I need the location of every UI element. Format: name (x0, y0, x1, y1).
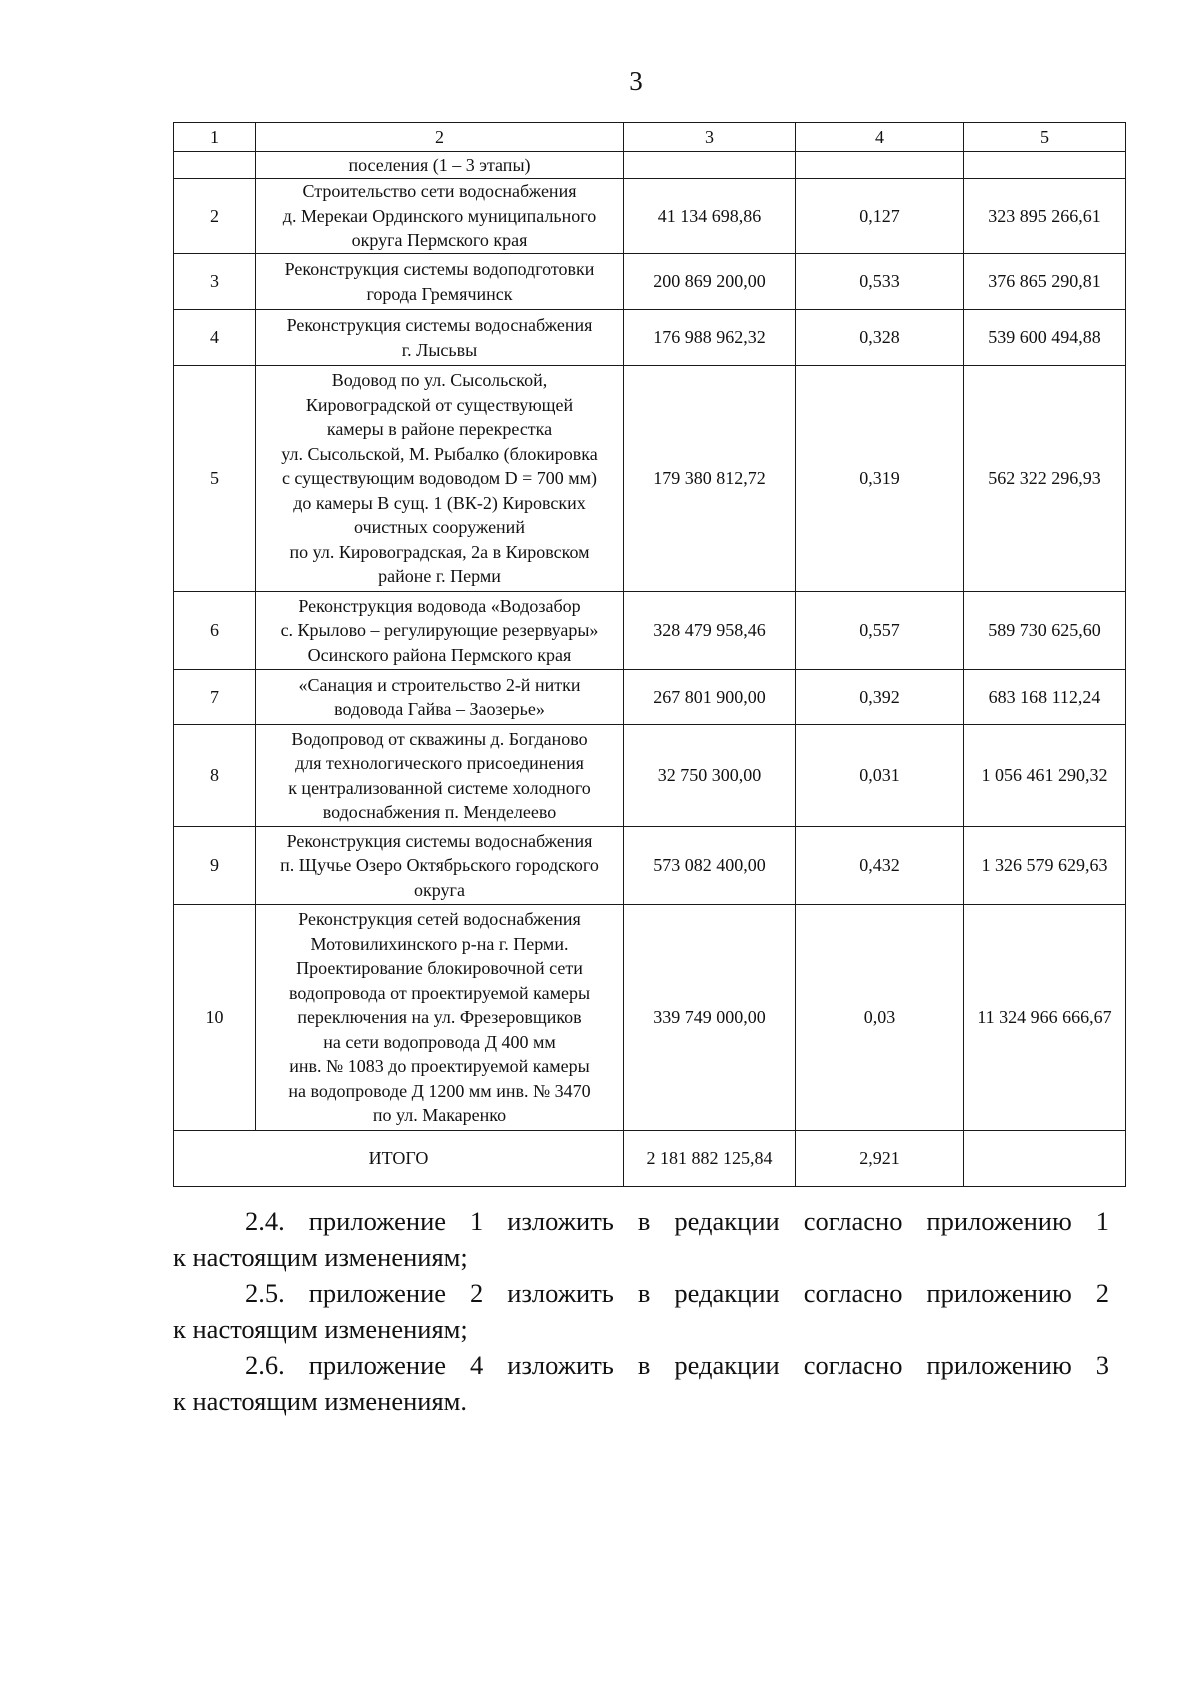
cell-name-line: камеры в районе перекрестка (326, 419, 553, 440)
cell-name-line: Мотовилихинского р-на г. Перми. (310, 933, 569, 954)
cell-cost (624, 152, 796, 179)
cell-value (964, 152, 1126, 179)
cell-num: 5 (174, 366, 256, 592)
cell-name-line: для технологического присоединения (295, 753, 584, 773)
cell-cost: 179 380 812,72 (624, 366, 796, 592)
cell-value: 562 322 296,93 (964, 366, 1126, 592)
table-row (174, 827, 1126, 905)
cell-name-line: п. Щучье Озеро Октябрьского городского (280, 855, 599, 876)
cell-name-line: водовода Гайва – Заозерье» (334, 699, 545, 719)
cell-name-line: до камеры В сущ. 1 (ВК-2) Кировских (293, 492, 586, 513)
table-row (174, 310, 1126, 366)
cell-cost: 41 134 698,86 (624, 179, 796, 254)
cell-ratio: 0,392 (796, 670, 964, 725)
cell-num: 9 (174, 827, 256, 905)
cell-value: 376 865 290,81 (964, 254, 1126, 310)
total-value (964, 1131, 1126, 1187)
cell-name-line: с существующим водоводом D = 700 мм) (281, 468, 598, 489)
cell-name-line: «Санация и строительство 2-й нитки (298, 674, 581, 695)
cell-value: 539 600 494,88 (964, 310, 1126, 366)
paragraph-2-6: 2.6. приложение 4 изложить в редакции согласно приложению 3 (245, 1350, 1109, 1380)
cell-cost: 573 082 400,00 (624, 827, 796, 905)
cell-name-line: города Гремячинск (366, 283, 513, 304)
cell-name-line: Кировоградской от существующей (305, 394, 574, 415)
cell-name-line: по ул. Макаренко (372, 1105, 507, 1126)
cell-cost: 200 869 200,00 (624, 254, 796, 310)
total-ratio: 2,921 (796, 1131, 964, 1187)
total-cost: 2 181 882 125,84 (624, 1131, 796, 1187)
paragraph-2-4-cont: к настоящим изменениям; (173, 1242, 468, 1272)
cell-ratio: 0,031 (796, 725, 964, 827)
table-row (174, 670, 1126, 725)
cell-num: 7 (174, 670, 256, 725)
cell-num: 8 (174, 725, 256, 827)
header-col-1: 1 (174, 123, 256, 152)
cell-ratio: 0,319 (796, 366, 964, 592)
table-header-row (174, 123, 1126, 152)
cell-name-line: районе г. Перми (378, 566, 501, 587)
cell-name-line: к централизованной системе холодного (288, 777, 591, 798)
cell-name-line: на сети водопровода Д 400 мм (323, 1031, 556, 1052)
cell-value: 11 324 966 666,67 (964, 905, 1126, 1131)
cell-cost: 32 750 300,00 (624, 725, 796, 827)
cell-name-line: Реконструкция системы водоснабжения (286, 315, 593, 335)
cell-ratio: 0,432 (796, 827, 964, 905)
cell-name (256, 725, 624, 827)
paragraph-2-5: 2.5. приложение 2 изложить в редакции согласно приложению 2 (245, 1278, 1109, 1308)
cell-name-line: инв. № 1083 до проектируемой камеры (289, 1056, 590, 1077)
table-row (174, 366, 1126, 592)
header-col-5: 5 (964, 123, 1126, 152)
cell-name-line: Реконструкция системы водоподготовки (284, 259, 595, 279)
cell-ratio: 0,557 (796, 592, 964, 670)
cell-value: 323 895 266,61 (964, 179, 1126, 254)
header-col-3: 3 (624, 123, 796, 152)
paragraph-2-4: 2.4. приложение 1 изложить в редакции согласно приложению 1 (245, 1206, 1109, 1236)
cell-name-line: округа Пермского края (351, 230, 528, 251)
cell-name-line: Водовод по ул. Сысольской, (331, 370, 548, 391)
cell-cost: 328 479 958,46 (624, 592, 796, 670)
cell-name-line: Проектирование блокировочной сети (296, 958, 583, 979)
cell-name-line: Реконструкция системы водоснабжения (286, 830, 593, 851)
total-row (174, 1131, 1126, 1187)
cell-name-line: водопровода от проектируемой камеры (288, 982, 591, 1003)
cell-name (256, 592, 624, 670)
cell-cost: 176 988 962,32 (624, 310, 796, 366)
cell-value: 683 168 112,24 (964, 670, 1126, 725)
cell-ratio (796, 152, 964, 179)
cell-name-line: Реконструкция водовода «Водозабор (298, 595, 581, 616)
cell-name-line: на водопроводе Д 1200 мм инв. № 3470 (288, 1080, 591, 1101)
cell-name-line: по ул. Кировоградская, 2а в Кировском (289, 541, 590, 562)
cell-name (256, 366, 624, 592)
cell-name (256, 179, 624, 254)
cell-num: 4 (174, 310, 256, 366)
cell-cost: 267 801 900,00 (624, 670, 796, 725)
cell-value: 1 056 461 290,32 (964, 725, 1126, 827)
cell-name-line: Строительство сети водоснабжения (302, 181, 577, 202)
cell-name (256, 310, 624, 366)
cell-name-line: округа (414, 879, 465, 900)
paragraph-2-6-cont: к настоящим изменениям. (173, 1386, 468, 1416)
cell-name (256, 670, 624, 725)
cell-ratio: 0,03 (796, 905, 964, 1131)
table-row (174, 179, 1126, 254)
cell-value: 1 326 579 629,63 (964, 827, 1126, 905)
total-label: ИТОГО (174, 1131, 624, 1187)
funding-table (173, 122, 1126, 1187)
cell-num: 10 (174, 905, 256, 1131)
cell-name-line: водоснабжения п. Менделеево (322, 802, 557, 822)
cell-name-line: Реконструкция сетей водоснабжения (298, 909, 581, 930)
continuation-row (174, 152, 1126, 179)
cell-name-line: переключения на ул. Фрезеровщиков (297, 1007, 582, 1028)
cell-name (256, 254, 624, 310)
cell-num (174, 152, 256, 179)
cell-ratio: 0,328 (796, 310, 964, 366)
cell-num: 2 (174, 179, 256, 254)
cell-cost: 339 749 000,00 (624, 905, 796, 1131)
cell-name-line: очистных сооружений (354, 517, 525, 538)
table-row (174, 905, 1126, 1131)
header-col-2: 2 (256, 123, 624, 152)
cell-name-line: д. Мерекаи Ординского муниципального (282, 205, 597, 226)
cell-name (256, 905, 624, 1131)
cell-name-line: Водопровод от скважины д. Богданово (291, 728, 588, 749)
paragraph-2-5-cont: к настоящим изменениям; (173, 1314, 468, 1344)
cell-name-line: с. Крылово – регулирующие резервуары» (280, 620, 599, 641)
header-col-4: 4 (796, 123, 964, 152)
cell-ratio: 0,127 (796, 179, 964, 254)
page-number: 3 (629, 66, 643, 96)
cell-num: 3 (174, 254, 256, 310)
cell-ratio: 0,533 (796, 254, 964, 310)
cell-name-line: Осинского района Пермского края (307, 644, 572, 665)
cell-value: 589 730 625,60 (964, 592, 1126, 670)
cell-name-line: ул. Сысольской, М. Рыбалко (блокировка (281, 443, 598, 464)
cell-name-line: г. Лысьвы (401, 339, 478, 360)
amendment-text (173, 1203, 1109, 1419)
table-row (174, 725, 1126, 827)
cell-name: поселения (1 – 3 этапы) (256, 152, 624, 179)
table-row (174, 592, 1126, 670)
cell-name (256, 827, 624, 905)
cell-num: 6 (174, 592, 256, 670)
table-row (174, 254, 1126, 310)
